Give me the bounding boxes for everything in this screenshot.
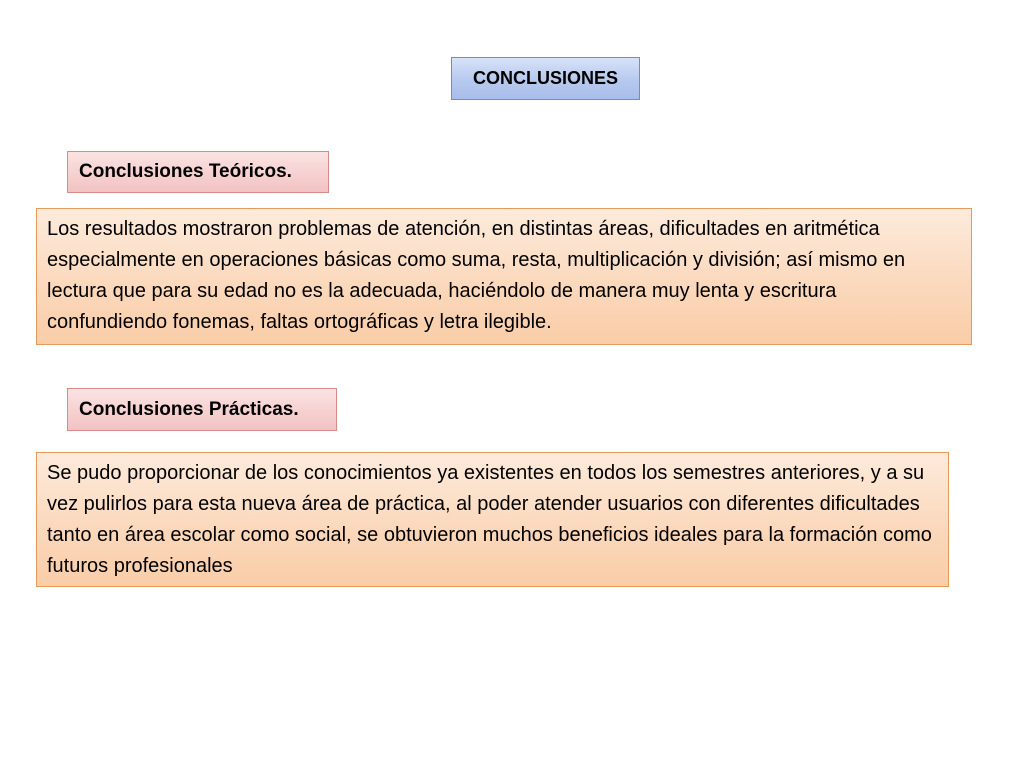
section-heading-practical: Conclusiones Prácticas. — [67, 388, 337, 431]
section-text-practical: Se pudo proporcionar de los conocimientos ya existentes en todos los semestres anteriores, y a su vez pulirlos para esta nueva área de práctica, al poder atender usuarios con diferentes dificultades tanto en área escolar como social, se obtuvieron muchos beneficios ideales para la formación como futuros profesionales — [36, 452, 949, 587]
section-text-theoretical: Los resultados mostraron problemas de atención, en distintas áreas, dificultades en aritmética especialmente en operaciones básicas como suma, resta, multiplicación y división; así mismo en lectura que para su edad no es la adecuada, haciéndolo de manera muy lenta y escritura confundiendo fonemas, faltas ortográficas y letra ilegible. — [36, 208, 972, 345]
section-heading-theoretical: Conclusiones Teóricos. — [67, 151, 329, 193]
slide-title: CONCLUSIONES — [451, 57, 640, 100]
